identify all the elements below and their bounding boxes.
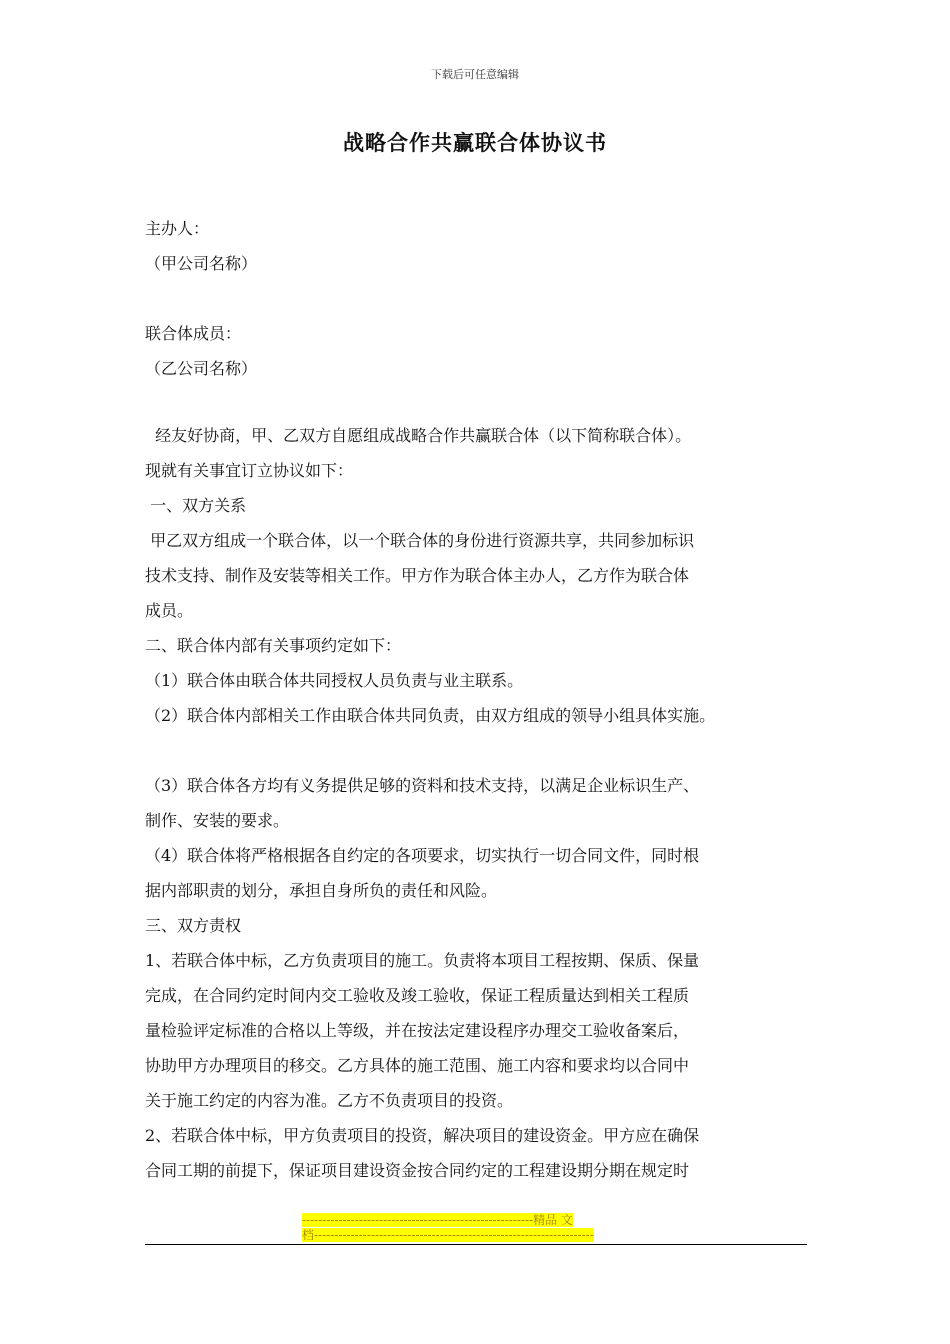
paragraph-line: 合同工期的前提下，保证项目建设资金按合同约定的工程建设期分期在规定时 [145, 1161, 690, 1180]
member-block [145, 316, 815, 386]
sponsor-label: 主办人： [145, 219, 210, 238]
clause-line: 制作、安装的要求。 [145, 811, 290, 830]
section-heading: 三、双方责权 [145, 916, 242, 935]
paragraph-line: 技术支持、制作及安装等相关工作。甲方作为联合体主办人，乙方作为联合体 [145, 566, 690, 585]
member-name: （乙公司名称） [145, 359, 258, 378]
paragraph-line: 协助甲方办理项目的移交。乙方具体的施工范围、施工内容和要求均以合同中 [145, 1056, 690, 1075]
paragraph-line: 经友好协商，甲、乙双方自愿组成战略合作共赢联合体（以下简称联合体）。 [145, 426, 692, 445]
clause-line: （4）联合体将严格根据各自约定的各项要求，切实执行一切合同文件，同时根 [145, 846, 700, 865]
clause-line: （1）联合体由联合体共同授权人员负责与业主联系。 [145, 671, 524, 690]
paragraph-line: 成员。 [145, 601, 194, 620]
paragraph-line: 量检验评定标准的合格以上等级，并在按法定建设程序办理交工验收备案后， [145, 1021, 690, 1040]
section-heading: 一、双方关系 [145, 496, 247, 515]
clause-line: （3）联合体各方均有义务提供足够的资料和技术支持，以满足企业标识生产、 [145, 776, 700, 795]
sponsor-name: （甲公司名称） [145, 254, 258, 273]
paragraph-line: 1、若联合体中标，乙方负责项目的施工。负责将本项目工程按期、保质、保量 [145, 951, 700, 970]
footer-divider [145, 1244, 807, 1245]
paragraph-line: 2、若联合体中标，甲方负责项目的投资，解决项目的建设资金。甲方应在确保 [145, 1126, 700, 1145]
clause-line: （2）联合体内部相关工作由联合体共同负责，由双方组成的领导小组具体实施。 [145, 706, 716, 725]
header-note: 下载后可任意编辑 [431, 68, 519, 81]
section-heading: 二、联合体内部有关事项约定如下： [145, 636, 402, 655]
footer-line-2: 档--------------------------------------------------------------------- [302, 1228, 594, 1242]
footer-line-1: ---------------------------------------------------------精品 文 [302, 1213, 573, 1227]
paragraph-line: 现就有关事宜订立协议如下： [145, 461, 354, 480]
member-label: 联合体成员： [145, 324, 242, 343]
paragraph-line: 甲乙双方组成一个联合体，以一个联合体的身份进行资源共享，共同参加标识 [145, 531, 695, 550]
paragraph-line: 完成，在合同约定时间内交工验收及竣工验收，保证工程质量达到相关工程质 [145, 986, 690, 1005]
agreement-body [145, 418, 815, 1188]
clause-line: 据内部职责的划分，承担自身所负的责任和风险。 [145, 881, 498, 900]
sponsor-block [145, 211, 815, 281]
blank-line [145, 733, 815, 768]
document-title: 战略合作共赢联合体协议书 [343, 130, 607, 155]
footer-watermark [302, 1213, 652, 1243]
paragraph-line: 关于施工约定的内容为准。乙方不负责项目的投资。 [145, 1091, 514, 1110]
